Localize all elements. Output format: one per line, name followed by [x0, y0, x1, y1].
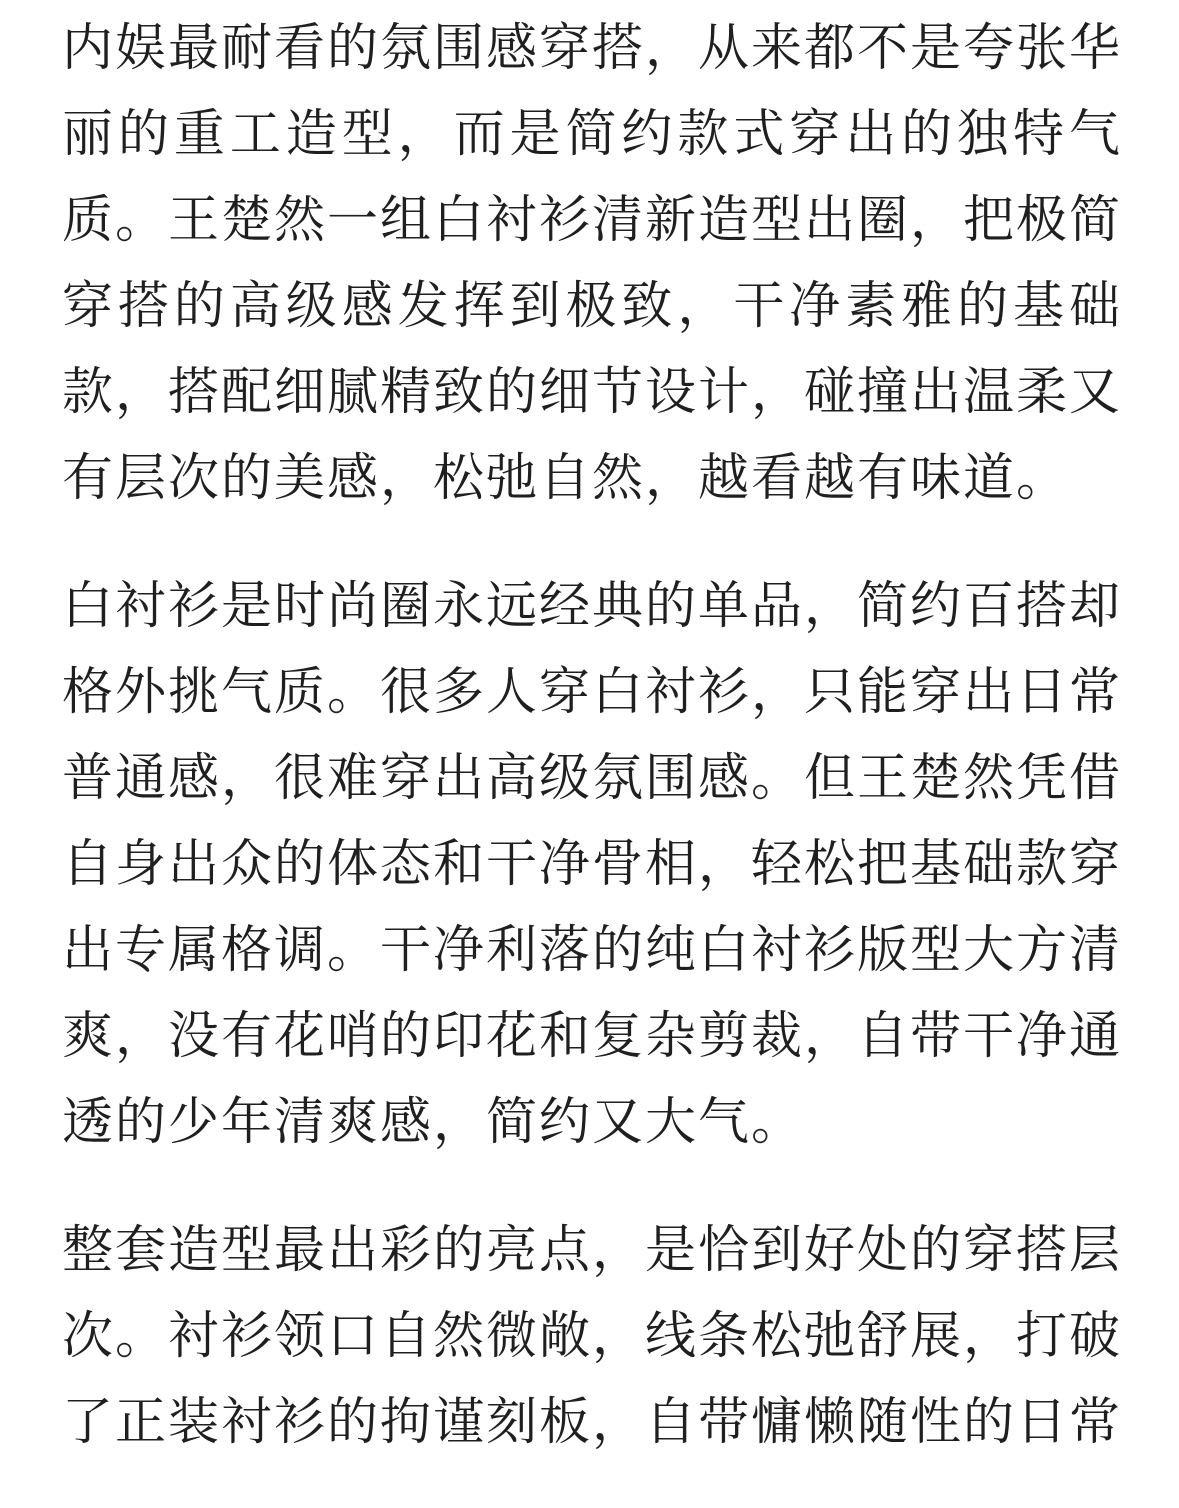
- article-paragraph-1: 内娱最耐看的氛围感穿搭，从来都不是夸张华丽的重工造型，而是简约款式穿出的独特气质。王楚然一组白衬衫清新造型出圈，把极简穿搭的高级感发挥到极致，干净素雅的基础款，搭配细腻精致的细节设计，碰撞出温柔又有层次的美感，松弛自然，越看越有味道。: [62, 19, 1123, 508]
- article-paragraph-3: 整套造型最出彩的亮点，是恰到好处的穿搭层次。衬衫领口自然微敞，线条松弛舒展，打破了正装衬衫的拘谨刻板，自带慵懒随性的日常: [62, 1221, 1123, 1452]
- article-paragraph-2: 白衬衫是时尚圈永远经典的单品，简约百搭却格外挑气质。很多人穿白衬衫，只能穿出日常普通感，很难穿出高级氛围感。但王楚然凭借自身出众的体态和干净骨相，轻松把基础款穿出专属格调。干净利落的纯白衬衫版型大方清爽，没有花哨的印花和复杂剪裁，自带干净通透的少年清爽感，简约又大气。: [62, 577, 1123, 1152]
- article-body: [62, 6, 1122, 1508]
